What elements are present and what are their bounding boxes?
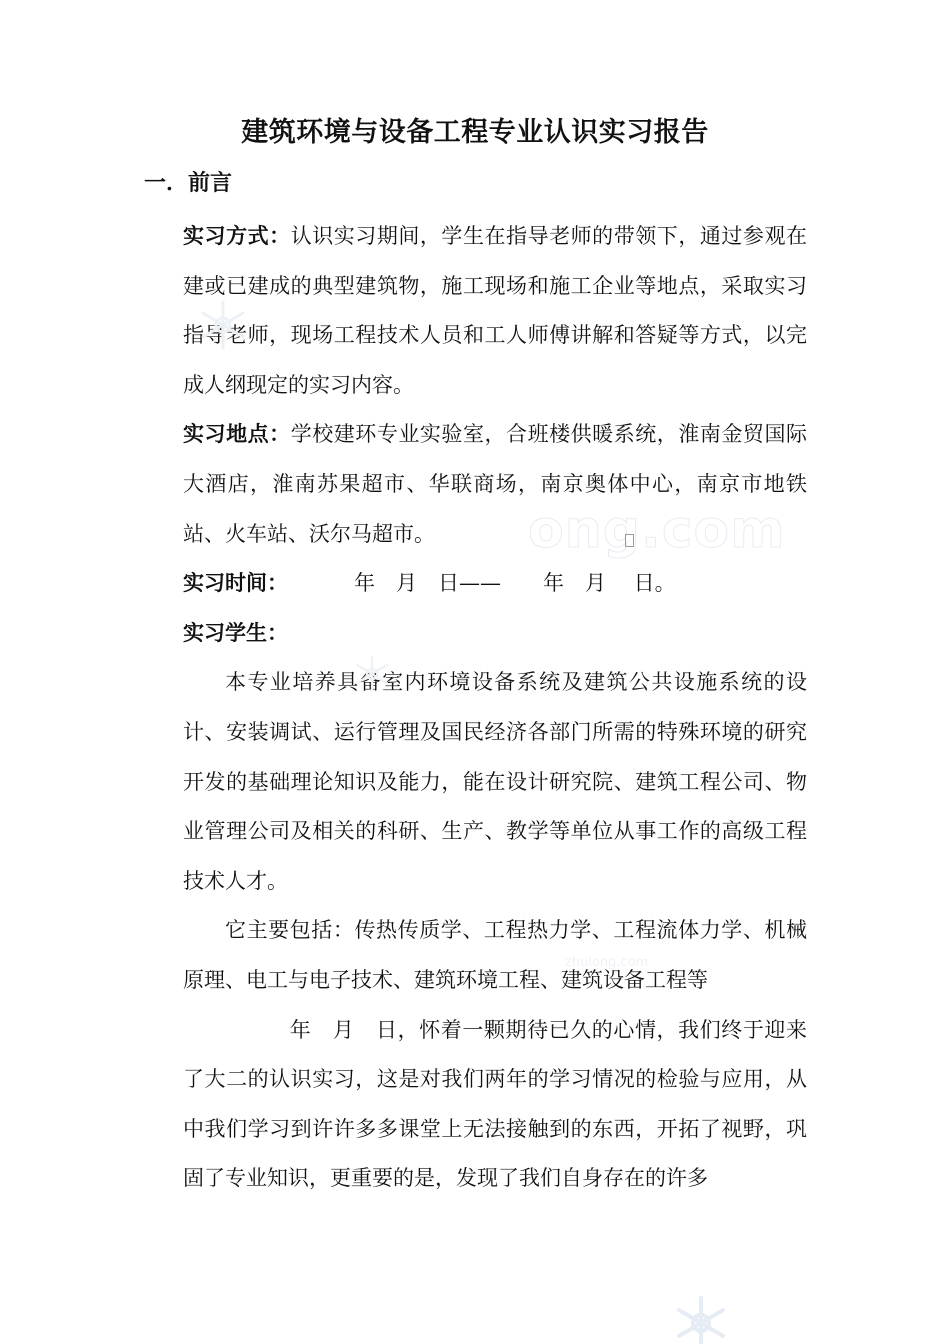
snowflake-watermark-icon <box>670 1294 732 1344</box>
location-label: 实习地点： <box>183 422 291 447</box>
student-paragraph <box>183 609 807 659</box>
section-heading-preface: 一．前言 <box>144 171 233 196</box>
time-paragraph <box>183 559 807 609</box>
method-text: 认识实习期间，学生在指导老师的带领下，通过参观在建或已建成的典型建筑物，施工现场和施工企业等地点，采取实习指导老师，现场工程技术人员和工人师傅讲解和答疑等方式，以完成人纲现定的实习内容。 <box>183 224 808 397</box>
document-title: 建筑环境与设备工程专业认识实习报告 <box>241 117 709 148</box>
watermark-text-small: zhulong.com <box>565 955 649 970</box>
course-list-paragraph: 它主要包括：传热传质学、工程热力学、工程流体力学、机械原理、电工与电子技术、建筑环境工程、建筑设备工程等 <box>183 918 807 992</box>
location-text: 学校建环专业实验室，合班楼供暖系统，淮南金贸国际大酒店，淮南苏果超市、华联商场，南京奥体中心，南京市地铁站、火车站、沃尔马超市。 <box>183 422 808 546</box>
placeholder-glyph-box <box>625 534 634 547</box>
student-label: 实习学生： <box>183 620 288 645</box>
method-paragraph <box>183 212 807 410</box>
document-body <box>183 212 807 1204</box>
major-description-paragraph: 本专业培养具备室内环境设备系统及建筑公共设施系统的设计、安装调试、运行管理及国民经济各部门所需的特殊环境的研究开发的基础理论知识及能力，能在设计研究院、建筑工程公司、物业管理公司及相关的科研、生产、教学等单位从事工作的高级工程技术人才。 <box>183 670 807 893</box>
method-label: 实习方式： <box>183 224 291 248</box>
time-label: 实习时间： <box>183 571 288 596</box>
time-text: 年 月 日—— 年 月 日。 <box>354 571 676 596</box>
internship-opening-paragraph: 年 月 日，怀着一颗期待已久的心情，我们终于迎来了大二的认识实习，这是对我们两年的学习情况的检验与应用，从中我们学习到许许多多课堂上无法接触到的东西，开拓了视野，巩固了专业知识，更重要的是，发现了我们自身存在的许多 <box>183 1017 807 1191</box>
watermark-text-large: ong.com <box>528 500 786 560</box>
location-paragraph <box>183 410 807 559</box>
